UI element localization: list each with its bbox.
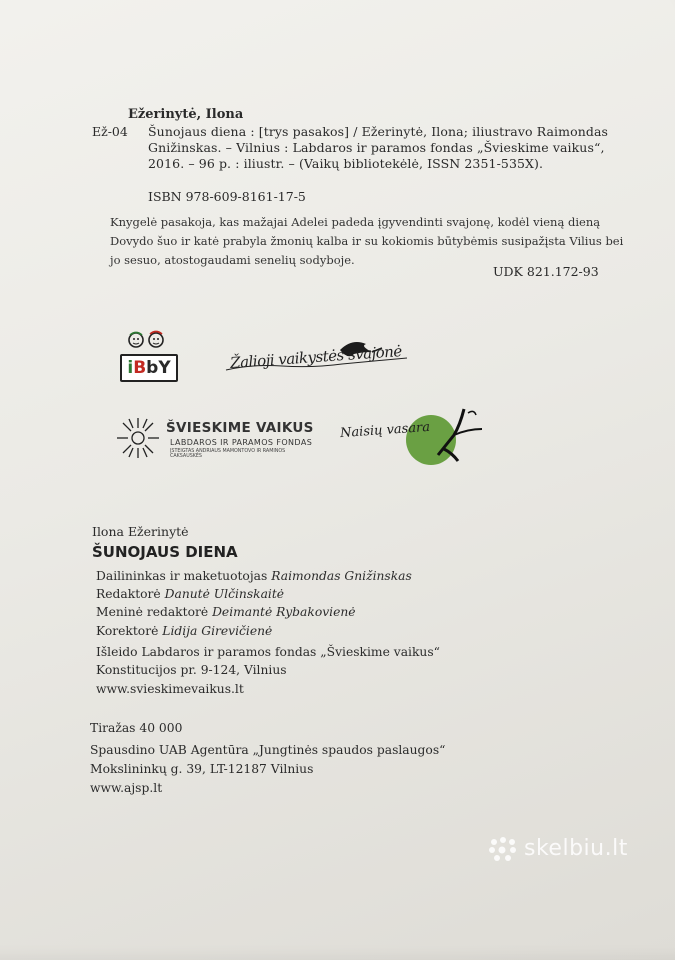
proofreader-name: Lidija Girevičienė — [162, 624, 273, 638]
watermark-text: skelbiu.lt — [524, 836, 628, 861]
printer-website: www.ajsp.lt — [90, 781, 163, 795]
zalioji-vaikystes-svajone-logo — [222, 330, 412, 380]
imprint-art-editor — [96, 605, 356, 619]
annotation-line-2: Dovydo šuo ir katė prabyla žmonių kalba ir su kokiomis būtybėmis susipažįsta Vilius bei — [110, 234, 624, 248]
editor-name: Danutė Ulčinskaitė — [164, 587, 285, 601]
naisiu-logo-text: Naisių vasara — [339, 419, 431, 442]
ibby-children-icon — [126, 330, 170, 356]
art-editor-name: Deimantė Rybakovienė — [212, 605, 356, 619]
imprint-address: Konstitucijos pr. 9-124, Vilnius — [96, 663, 287, 677]
annotation-line-1: Knygelė pasakoja, kas mažajai Adelei padeda įgyvendinti svajonę, kodėl vieną dieną — [110, 215, 601, 229]
udk-code: UDK 821.172-93 — [493, 264, 599, 279]
catalog-line-3: 2016. – 96 p. : iliustr. – (Vaikų bibliotekėlė, ISSN 2351-535X). — [148, 156, 544, 171]
naisiu-vasara-logo — [340, 405, 490, 465]
isbn: ISBN 978-609-8161-17-5 — [148, 189, 306, 204]
calligraphy-figure-icon — [424, 405, 494, 465]
svieskime-logo-founders: ĮSTEIGTAS ANDRIAUS MAMONTOVO IR RAMINOS CAKSAUSKĖS — [170, 449, 286, 459]
art-editor-label: Meninė redaktorė — [96, 605, 209, 619]
print-run: Tiražas 40 000 — [90, 721, 183, 735]
skelbiu-watermark — [490, 836, 628, 861]
imprint-website: www.svieskimevaikus.lt — [96, 682, 244, 696]
imprint-publisher: Išleido Labdaros ir paramos fondas „Švieskime vaikus“ — [96, 645, 440, 659]
svieskime-vaikus-logo — [114, 416, 314, 460]
sun-rays-icon — [114, 416, 162, 460]
imprint-title: ŠUNOJAUS DIENA — [92, 543, 238, 561]
annotation-line-3: jo sesuo, atostogaudami senelių sodyboje. — [110, 253, 355, 267]
zalioji-logo-text: Žalioji vaikystės svajonė — [229, 342, 403, 372]
ibby-logo — [116, 330, 178, 386]
imprint-editor — [96, 587, 284, 601]
catalog-author-heading: Ežerinytė, Ilona — [128, 107, 244, 122]
proofreader-label: Korektorė — [96, 624, 159, 638]
illustrator-label: Dailininkas ir maketuotojas — [96, 569, 268, 583]
illustrator-name: Raimondas Gnižinskas — [271, 569, 412, 583]
imprint-author: Ilona Ežerinytė — [92, 524, 189, 539]
catalog-line-2: Gnižinskas. – Vilnius : Labdaros ir paramos fondas „Švieskime vaikus“, — [148, 140, 605, 155]
printer-address: Mokslininkų g. 39, LT-12187 Vilnius — [90, 762, 314, 776]
printer-name: Spausdino UAB Agentūra „Jungtinės spaudos paslaugos“ — [90, 743, 446, 757]
imprint-proofreader — [96, 624, 272, 638]
catalog-line-1: Šunojaus diena : [trys pasakos] / Ežerinytė, Ilona; iliustravo Raimondas — [148, 124, 609, 139]
editor-label: Redaktorė — [96, 587, 161, 601]
svieskime-logo-subtitle: LABDAROS IR PARAMOS FONDAS — [170, 438, 313, 447]
ibby-logo-text: iBbY — [120, 354, 178, 382]
svieskime-logo-title: ŠVIESKIME VAIKUS — [166, 420, 314, 436]
catalog-code: Ež-04 — [92, 124, 128, 139]
imprint-illustrator — [96, 569, 412, 583]
